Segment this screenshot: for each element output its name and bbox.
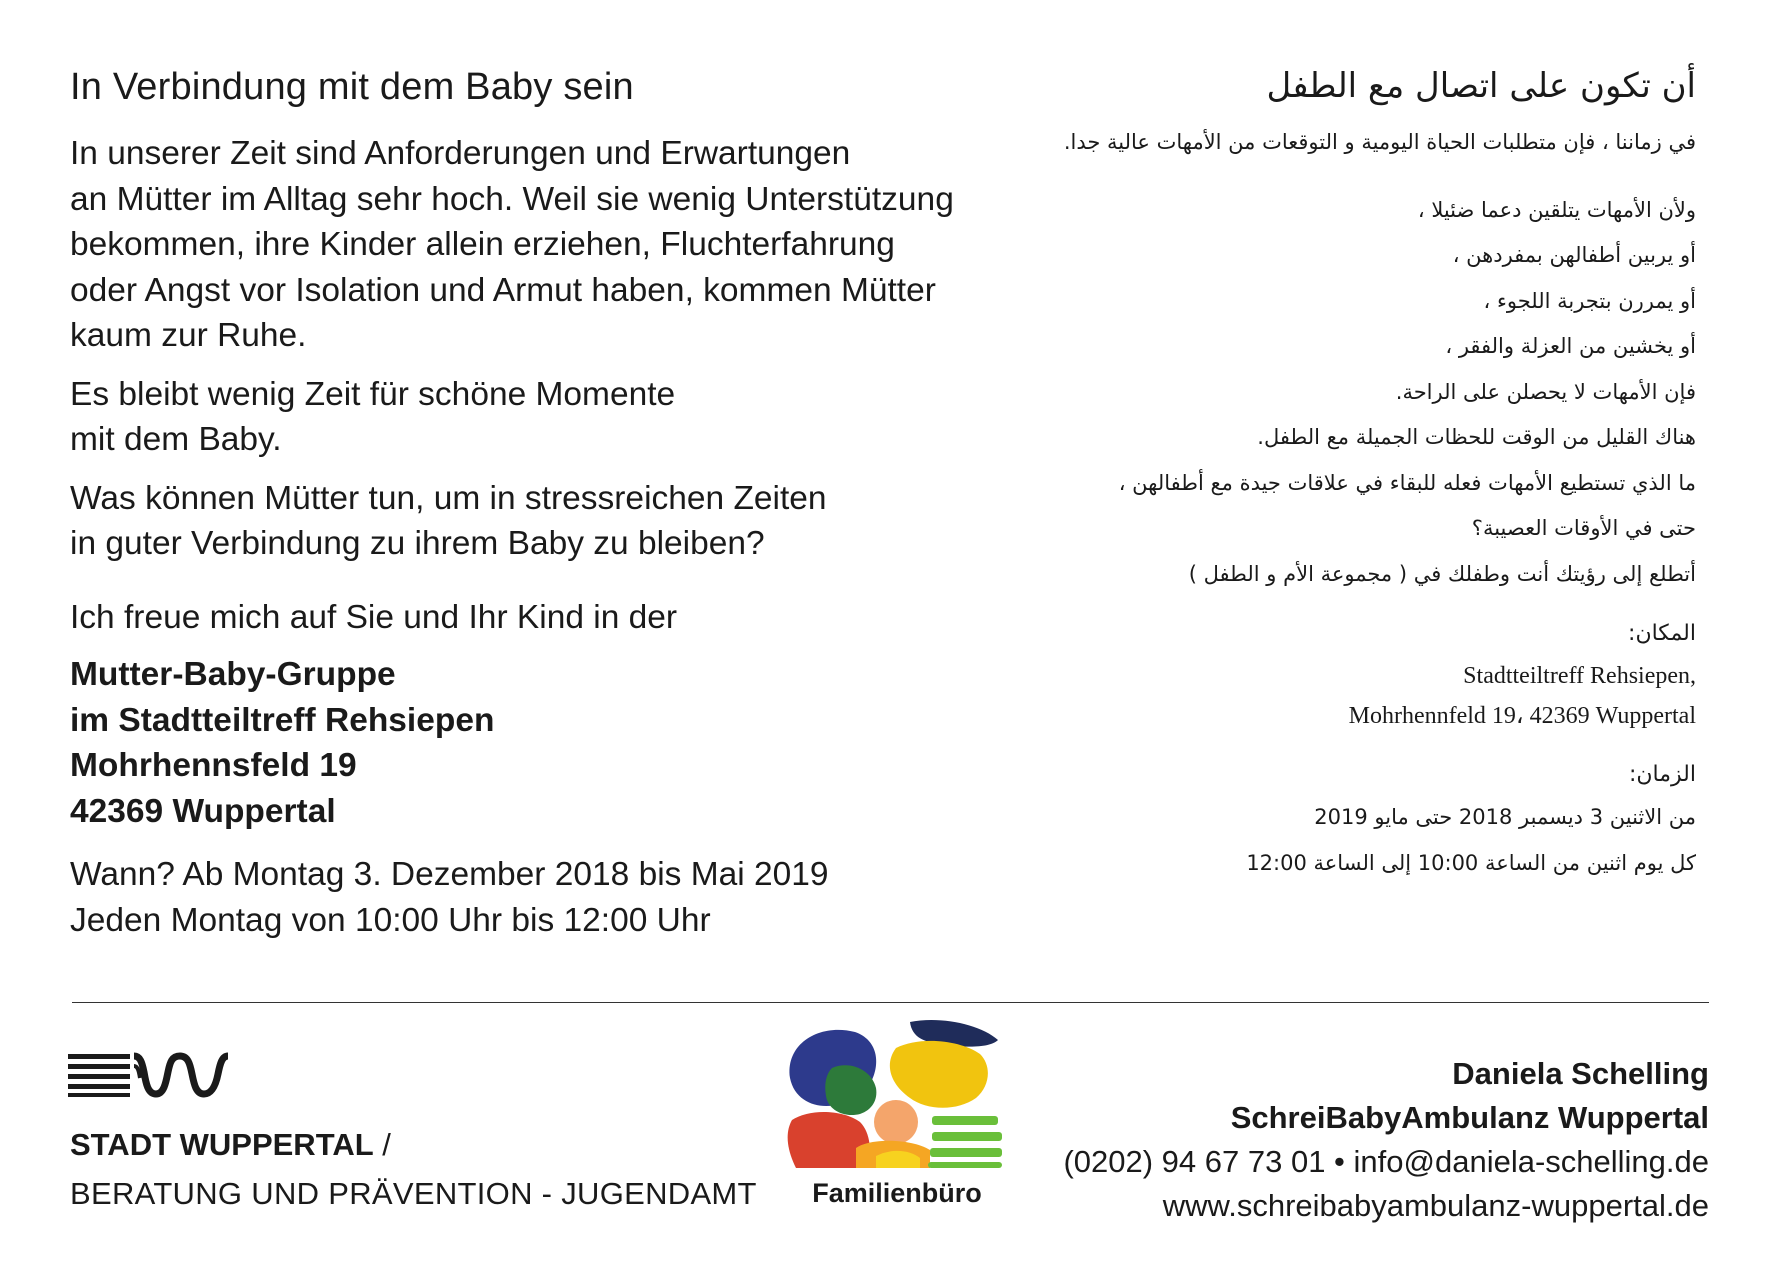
german-title: In Verbindung mit dem Baby sein [70, 66, 634, 108]
stadt-separator: / [373, 1127, 391, 1162]
contact-organisation: SchreiBabyAmbulanz Wuppertal [1230, 1100, 1709, 1135]
stadt-wuppertal-name [70, 1127, 391, 1163]
arabic-line: أو يخشين من العزلة والفقر ، [1445, 334, 1696, 358]
arabic-place-line: Stadtteiltreff Rehsiepen, [1463, 663, 1696, 689]
german-paragraph-2 [70, 372, 930, 463]
stadt-wuppertal-logo-icon [68, 1052, 228, 1098]
german-location [70, 652, 930, 834]
text-line: Jeden Montag von 10:00 Uhr bis 12:00 Uhr [70, 901, 711, 939]
text-line: Wann? Ab Montag 3. Dezember 2018 bis Mai 2019 [70, 856, 829, 893]
arabic-line: أو يربين أطفالهن بمفردهن ، [1452, 243, 1696, 267]
text-line: Es bleibt wenig Zeit für schöne Momente [70, 375, 676, 413]
arabic-line: أو يمررن بتجربة اللجوء ، [1483, 288, 1696, 313]
contact-website: www.schreibabyambulanz-wuppertal.de [1162, 1188, 1709, 1223]
contact-block [1063, 1052, 1709, 1228]
contact-phone-email: (0202) 94 67 73 01 • info@daniela-schelling.de [1063, 1144, 1709, 1179]
text-line: bekommen, ihre Kinder allein erziehen, Fluchterfahrung [70, 226, 895, 263]
text-line: Was können Mütter tun, um in stressreichen Zeiten [70, 479, 827, 517]
arabic-line: ولأن الأمهات يتلقين دعما ضئيلا ، [1417, 197, 1696, 222]
arabic-line: هناك القليل من الوقت للحظات الجميلة مع الطفل. [1257, 425, 1696, 449]
footer-divider [72, 1002, 1709, 1003]
text-line: an Mütter im Alltag sehr hoch. Weil sie wenig Unterstützung [70, 180, 954, 218]
german-invite [70, 595, 930, 641]
arabic-place-label: المكان: [1628, 621, 1696, 646]
arabic-time-line: من الاثنين 3 ديسمبر 2018 حتى مايو 2019 [1314, 805, 1696, 829]
familienbuero-label: Familienbüro [812, 1178, 982, 1208]
text-line: in guter Verbindung zu ihrem Baby zu bleiben? [70, 525, 765, 562]
german-when [70, 852, 930, 943]
arabic-line: حتى في الأوقات العصيبة؟ [1471, 516, 1696, 540]
arabic-column [936, 66, 1696, 886]
arabic-title: أن تكون على اتصال مع الطفل [1266, 66, 1696, 106]
german-paragraph-3 [70, 476, 930, 567]
stadt-department: BERATUNG UND PRÄVENTION - JUGENDAMT [70, 1176, 757, 1211]
arabic-time-line: كل يوم اثنين من الساعة 10:00 إلى الساعة 12:00 [1246, 850, 1696, 875]
text-line: kaum zur Ruhe. [70, 317, 307, 354]
german-paragraph-1 [70, 131, 954, 359]
german-column [70, 66, 954, 943]
location-line: Mohrhennsfeld 19 [70, 747, 357, 784]
location-line: Mutter-Baby-Gruppe [70, 656, 396, 693]
stadt-name: STADT WUPPERTAL [70, 1127, 374, 1162]
arabic-line: ما الذي تستطيع الأمهات فعله للبقاء في علاقات جيدة مع أطفالهن ، [1118, 470, 1696, 495]
text-line: oder Angst vor Isolation und Armut haben, kommen Mütter [70, 271, 936, 309]
location-line: 42369 Wuppertal [70, 792, 336, 830]
arabic-time-label: الزمان: [1628, 762, 1696, 787]
text-line: In unserer Zeit sind Anforderungen und Erwartungen [70, 135, 851, 172]
text-line: Ich freue mich auf Sie und Ihr Kind in der [70, 598, 678, 636]
contact-name: Daniela Schelling [1452, 1056, 1709, 1091]
arabic-line: فإن الأمهات لا يحصلن على الراحة. [1395, 379, 1696, 404]
location-line: im Stadtteiltreff Rehsiepen [70, 701, 495, 739]
arabic-place-line: Mohrhennfeld 19، 42369 Wuppertal [1348, 703, 1696, 729]
arabic-intro: في زماننا ، فإن متطلبات الحياة اليومية و التوقعات من الأمهات عالية جدا. [1063, 130, 1696, 154]
familienbuero-logo-icon [780, 1018, 1010, 1178]
text-line: mit dem Baby. [70, 421, 282, 458]
arabic-line: أتطلع إلى رؤيتك أنت وطفلك في ( مجموعة الأم و الطفل ) [1188, 561, 1696, 586]
